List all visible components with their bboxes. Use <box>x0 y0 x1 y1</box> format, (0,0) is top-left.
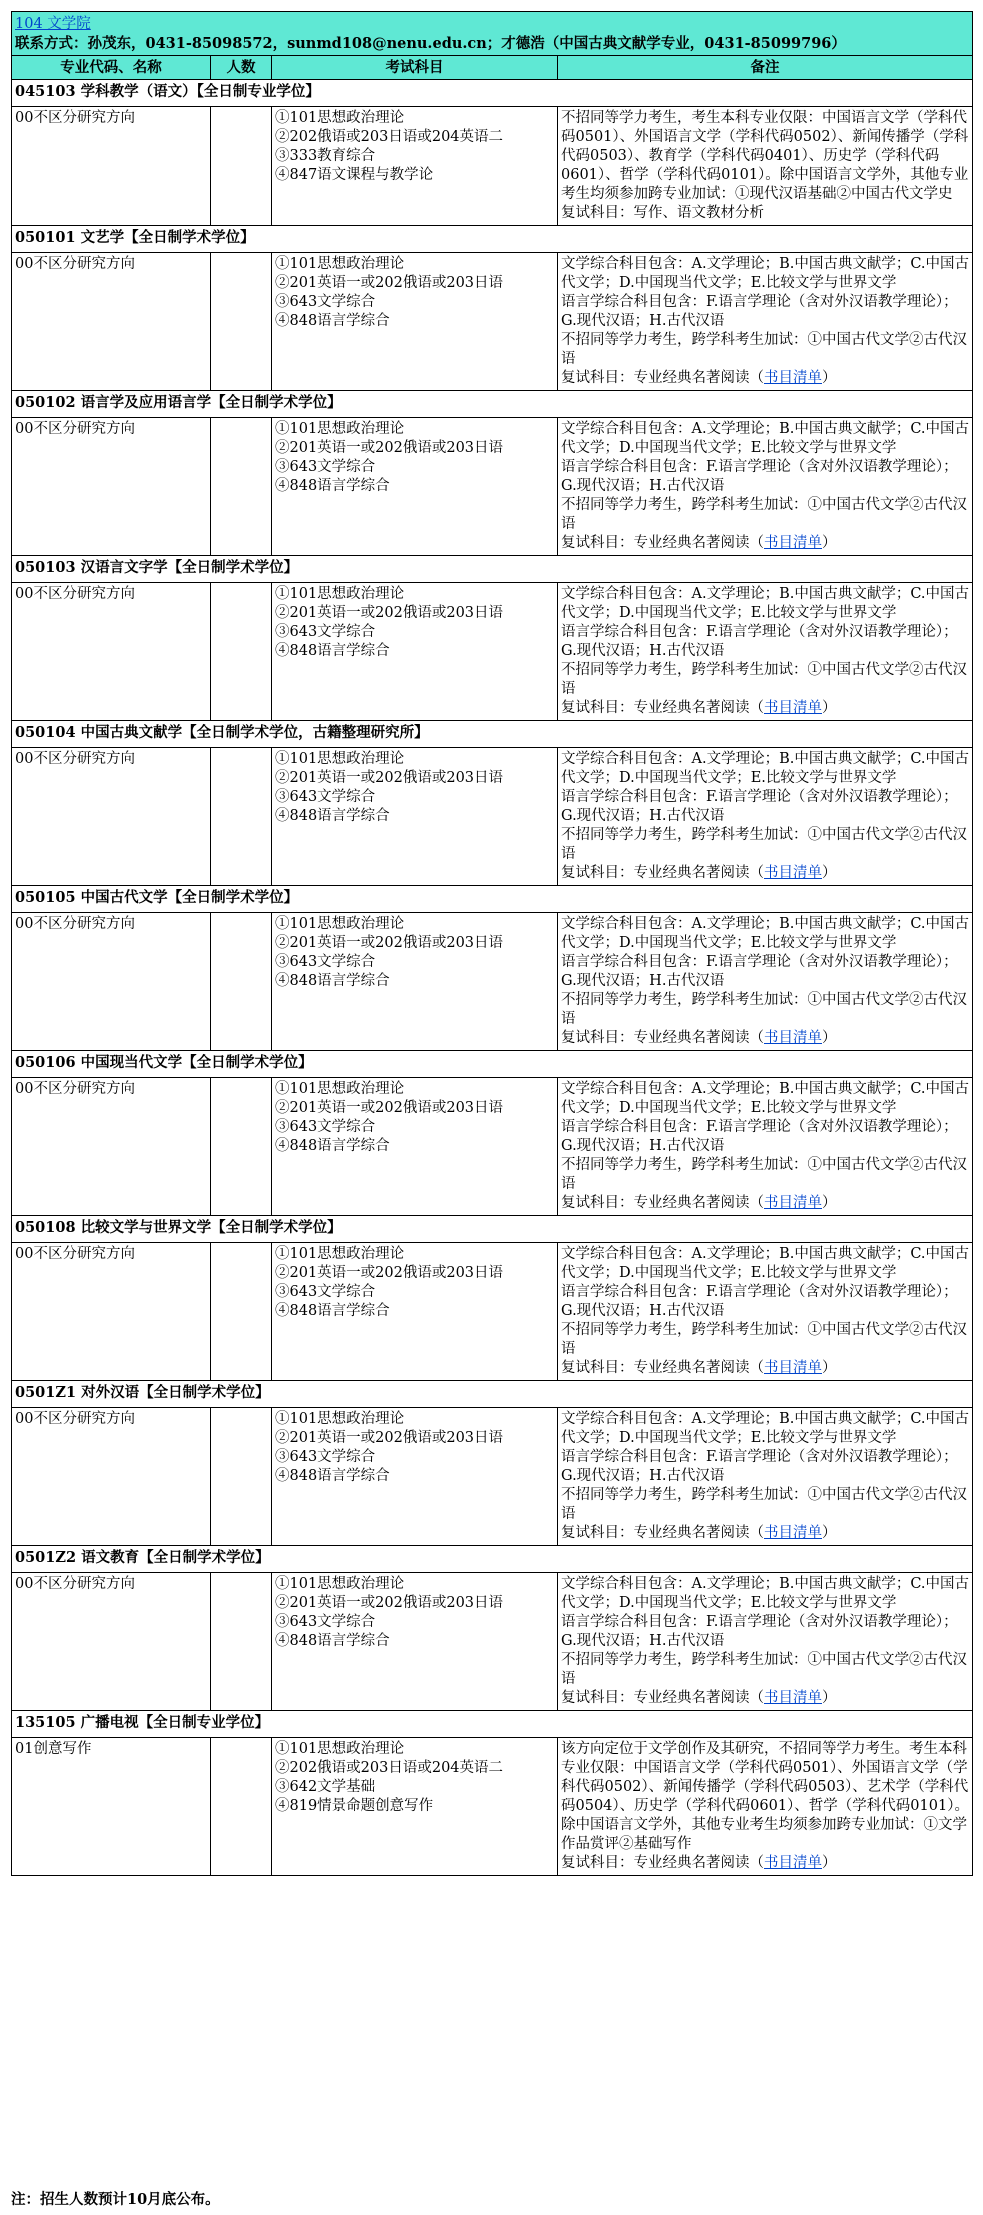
major-detail-row <box>12 253 973 391</box>
research-direction: 00不区分研究方向 <box>12 1573 211 1711</box>
enrollment-count <box>211 418 272 556</box>
enrollment-count <box>211 913 272 1051</box>
exam-subject: ④848语言学综合 <box>275 973 390 989</box>
remark-line: 语言学综合科目包含：F.语言学理论（含对外汉语教学理论）；G.现代汉语；H.古代汉语 <box>561 1284 958 1319</box>
major-detail-row <box>12 583 973 721</box>
major-detail-row <box>12 1078 973 1216</box>
major-title-row <box>12 391 973 418</box>
exam-subject: ③643文学综合 <box>275 1119 376 1135</box>
enrollment-count <box>211 748 272 886</box>
college-header <box>12 12 973 56</box>
remark-line: 语言学综合科目包含：F.语言学理论（含对外汉语教学理论）；G.现代汉语；H.古代汉语 <box>561 789 958 824</box>
exam-subject: ②202俄语或203日语或204英语二 <box>275 129 504 145</box>
remark-line: 语言学综合科目包含：F.语言学理论（含对外汉语教学理论）；G.现代汉语；H.古代汉语 <box>561 294 958 329</box>
retest-line <box>561 369 969 388</box>
exam-subject: ③642文学基础 <box>275 1779 376 1795</box>
exam-subject: ④848语言学综合 <box>275 1468 390 1484</box>
remark-line: 语言学综合科目包含：F.语言学理论（含对外汉语教学理论）；G.现代汉语；H.古代汉语 <box>561 1119 958 1154</box>
major-title-row <box>12 80 973 107</box>
exam-subject: ③643文学综合 <box>275 1614 376 1630</box>
contact-info: 联系方式：孙茂东，0431-85098572，sunmd108@nenu.edu.cn；才德浩（中国古典文献学专业，0431-85099796） <box>15 35 846 52</box>
enrollment-count <box>211 583 272 721</box>
book-list-link[interactable]: 书目清单 <box>764 1030 822 1046</box>
exam-subjects <box>272 1408 558 1546</box>
exam-subjects <box>272 1078 558 1216</box>
research-direction: 00不区分研究方向 <box>12 583 211 721</box>
retest-close-paren: ） <box>822 1030 837 1046</box>
remarks <box>558 1408 973 1546</box>
major-detail-row <box>12 1243 973 1381</box>
retest-close-paren: ） <box>822 1855 837 1871</box>
major-detail-row <box>12 418 973 556</box>
retest-text: 复试科目：专业经典名著阅读（ <box>561 1855 764 1871</box>
exam-subjects <box>272 1738 558 1876</box>
research-direction: 00不区分研究方向 <box>12 1078 211 1216</box>
exam-subject: ④848语言学综合 <box>275 643 390 659</box>
remark-line: 文学综合科目包含：A.文学理论；B.中国古典文献学；C.中国古代文学；D.中国现当代文学；E.比较文学与世界文学 <box>561 1576 970 1611</box>
major-title-row <box>12 721 973 748</box>
retest-line <box>561 1689 969 1708</box>
admissions-table <box>11 11 973 1876</box>
major-detail-row <box>12 913 973 1051</box>
exam-subject: ③333教育综合 <box>275 148 376 164</box>
book-list-link[interactable]: 书目清单 <box>764 700 822 716</box>
retest-line <box>561 1524 969 1543</box>
exam-subjects <box>272 913 558 1051</box>
retest-line <box>561 534 969 553</box>
remarks <box>558 253 973 391</box>
major-title: 0501Z2 语文教育【全日制学术学位】 <box>12 1546 973 1573</box>
exam-subjects <box>272 418 558 556</box>
retest-text: 复试科目：专业经典名著阅读（ <box>561 370 764 386</box>
major-detail-row <box>12 107 973 226</box>
retest-text: 复试科目：专业经典名著阅读（ <box>561 535 764 551</box>
remark-line: 不招同等学力考生，跨学科考生加试：①中国古代文学②古代汉语 <box>561 1157 967 1192</box>
exam-subject: ③643文学综合 <box>275 1449 376 1465</box>
remark-line: 文学综合科目包含：A.文学理论；B.中国古典文献学；C.中国古代文学；D.中国现当代文学；E.比较文学与世界文学 <box>561 586 970 621</box>
exam-subject: ①101思想政治理论 <box>275 1246 405 1262</box>
exam-subject: ①101思想政治理论 <box>275 1576 405 1592</box>
exam-subject: ④848语言学综合 <box>275 313 390 329</box>
retest-text: 复试科目：专业经典名著阅读（ <box>561 1030 764 1046</box>
major-title-row <box>12 226 973 253</box>
research-direction: 00不区分研究方向 <box>12 748 211 886</box>
major-title: 050103 汉语言文字学【全日制学术学位】 <box>12 556 973 583</box>
remarks <box>558 418 973 556</box>
remark-line: 不招同等学力考生，跨学科考生加试：①中国古代文学②古代汉语 <box>561 1652 967 1687</box>
retest-close-paren: ） <box>822 865 837 881</box>
major-detail-row <box>12 1408 973 1546</box>
retest-text: 复试科目：专业经典名著阅读（ <box>561 1690 764 1706</box>
exam-subject: ④848语言学综合 <box>275 808 390 824</box>
major-title-row <box>12 886 973 913</box>
major-title: 0501Z1 对外汉语【全日制学术学位】 <box>12 1381 973 1408</box>
retest-text: 复试科目：专业经典名著阅读（ <box>561 865 764 881</box>
retest-line <box>561 864 969 883</box>
exam-subjects <box>272 253 558 391</box>
enrollment-count <box>211 1243 272 1381</box>
exam-subject: ①101思想政治理论 <box>275 916 405 932</box>
exam-subject: ③643文学综合 <box>275 954 376 970</box>
remark-line: 语言学综合科目包含：F.语言学理论（含对外汉语教学理论）；G.现代汉语；H.古代汉语 <box>561 954 958 989</box>
book-list-link[interactable]: 书目清单 <box>764 1690 822 1706</box>
footnote: 注：招生人数预计10月底公布。 <box>11 2191 220 2208</box>
remark-line: 文学综合科目包含：A.文学理论；B.中国古典文献学；C.中国古代文学；D.中国现当代文学；E.比较文学与世界文学 <box>561 1081 970 1116</box>
major-title: 050106 中国现当代文学【全日制学术学位】 <box>12 1051 973 1078</box>
remark-line: 该方向定位于文学创作及其研究，不招同等学力考生。考生本科专业仅限：中国语言文学（学科代码0501）、外国语言文学（学科代码0502）、新闻传播学（学科代码0503）、艺术学（学科代码0504）、历史学（学科代码0601）、哲学（学科代码0101）。除中国语言文学外，其他专业考生均须参加跨专业加试：①文学作品赏评②基础写作 <box>561 1741 969 1852</box>
retest-text: 复试科目：专业经典名著阅读（ <box>561 1195 764 1211</box>
enrollment-count <box>211 1573 272 1711</box>
remark-line: 语言学综合科目包含：F.语言学理论（含对外汉语教学理论）；G.现代汉语；H.古代汉语 <box>561 624 958 659</box>
retest-line <box>561 1854 969 1873</box>
exam-subject: ③643文学综合 <box>275 624 376 640</box>
exam-subject: ④848语言学综合 <box>275 1633 390 1649</box>
remarks <box>558 583 973 721</box>
column-header-count: 人数 <box>211 56 272 80</box>
exam-subject: ④848语言学综合 <box>275 478 390 494</box>
retest-close-paren: ） <box>822 1690 837 1706</box>
enrollment-count <box>211 107 272 226</box>
research-direction: 00不区分研究方向 <box>12 107 211 226</box>
remarks <box>558 107 973 226</box>
research-direction: 01创意写作 <box>12 1738 211 1876</box>
remark-line: 文学综合科目包含：A.文学理论；B.中国古典文献学；C.中国古代文学；D.中国现当代文学；E.比较文学与世界文学 <box>561 1246 970 1281</box>
remarks <box>558 1243 973 1381</box>
remark-line: 不招同等学力考生，跨学科考生加试：①中国古代文学②古代汉语 <box>561 662 967 697</box>
major-title: 050108 比较文学与世界文学【全日制学术学位】 <box>12 1216 973 1243</box>
exam-subject: ①101思想政治理论 <box>275 256 405 272</box>
remark-line: 不招同等学力考生，跨学科考生加试：①中国古代文学②古代汉语 <box>561 1322 967 1357</box>
exam-subjects <box>272 1243 558 1381</box>
retest-close-paren: ） <box>822 1525 837 1541</box>
exam-subject: ①101思想政治理论 <box>275 1081 405 1097</box>
research-direction: 00不区分研究方向 <box>12 913 211 1051</box>
enrollment-count <box>211 1738 272 1876</box>
exam-subject: ②201英语一或202俄语或203日语 <box>275 440 504 456</box>
major-detail-row <box>12 1573 973 1711</box>
exam-subject: ①101思想政治理论 <box>275 1411 405 1427</box>
remark-line: 语言学综合科目包含：F.语言学理论（含对外汉语教学理论）；G.现代汉语；H.古代汉语 <box>561 1449 958 1484</box>
remarks <box>558 1573 973 1711</box>
enrollment-count <box>211 1078 272 1216</box>
exam-subject: ②201英语一或202俄语或203日语 <box>275 605 504 621</box>
research-direction: 00不区分研究方向 <box>12 1408 211 1546</box>
exam-subject: ①101思想政治理论 <box>275 421 405 437</box>
exam-subject: ③643文学综合 <box>275 1284 376 1300</box>
major-title-row <box>12 1381 973 1408</box>
major-title-row <box>12 1051 973 1078</box>
remark-line: 不招同等学力考生，跨学科考生加试：①中国古代文学②古代汉语 <box>561 827 967 862</box>
exam-subject: ③643文学综合 <box>275 294 376 310</box>
retest-close-paren: ） <box>822 535 837 551</box>
remark-line: 语言学综合科目包含：F.语言学理论（含对外汉语教学理论）；G.现代汉语；H.古代汉语 <box>561 459 958 494</box>
college-header-row <box>12 12 973 56</box>
book-list-link[interactable]: 书目清单 <box>764 1525 822 1541</box>
retest-text: 复试科目：专业经典名著阅读（ <box>561 1360 764 1376</box>
exam-subject: ②201英语一或202俄语或203日语 <box>275 1595 504 1611</box>
book-list-link[interactable]: 书目清单 <box>764 865 822 881</box>
major-title: 050102 语言学及应用语言学【全日制学术学位】 <box>12 391 973 418</box>
exam-subject: ②201英语一或202俄语或203日语 <box>275 1100 504 1116</box>
retest-line <box>561 1029 969 1048</box>
major-detail-row <box>12 1738 973 1876</box>
column-header-row <box>12 56 973 80</box>
exam-subject: ④847语文课程与教学论 <box>275 167 434 183</box>
major-title-row <box>12 556 973 583</box>
retest-close-paren: ） <box>822 1195 837 1211</box>
retest-text: 复试科目：专业经典名著阅读（ <box>561 700 764 716</box>
column-header-remarks: 备注 <box>558 56 973 80</box>
book-list-link[interactable]: 书目清单 <box>764 370 822 386</box>
exam-subject: ①101思想政治理论 <box>275 1741 405 1757</box>
exam-subjects <box>272 1573 558 1711</box>
remarks <box>558 1738 973 1876</box>
exam-subject: ③643文学综合 <box>275 789 376 805</box>
exam-subject: ②201英语一或202俄语或203日语 <box>275 935 504 951</box>
exam-subjects <box>272 748 558 886</box>
book-list-link[interactable]: 书目清单 <box>764 1855 822 1871</box>
retest-close-paren: ） <box>822 700 837 716</box>
remark-line: 文学综合科目包含：A.文学理论；B.中国古典文献学；C.中国古代文学；D.中国现当代文学；E.比较文学与世界文学 <box>561 1411 970 1446</box>
remark-line: 文学综合科目包含：A.文学理论；B.中国古典文献学；C.中国古代文学；D.中国现当代文学；E.比较文学与世界文学 <box>561 751 970 786</box>
major-title-row <box>12 1546 973 1573</box>
exam-subject: ④848语言学综合 <box>275 1138 390 1154</box>
retest-line <box>561 699 969 718</box>
exam-subject: ②201英语一或202俄语或203日语 <box>275 275 504 291</box>
major-title: 050105 中国古代文学【全日制学术学位】 <box>12 886 973 913</box>
exam-subject: ①101思想政治理论 <box>275 751 405 767</box>
book-list-link[interactable]: 书目清单 <box>764 1360 822 1376</box>
major-title: 135105 广播电视【全日制专业学位】 <box>12 1711 973 1738</box>
research-direction: 00不区分研究方向 <box>12 253 211 391</box>
exam-subject: ④819情景命题创意写作 <box>275 1798 434 1814</box>
remark-line: 语言学综合科目包含：F.语言学理论（含对外汉语教学理论）；G.现代汉语；H.古代汉语 <box>561 1614 958 1649</box>
exam-subject: ①101思想政治理论 <box>275 110 405 126</box>
exam-subject: ②201英语一或202俄语或203日语 <box>275 1430 504 1446</box>
remark-line: 不招同等学力考生，跨学科考生加试：①中国古代文学②古代汉语 <box>561 332 967 367</box>
exam-subject: ②201英语一或202俄语或203日语 <box>275 770 504 786</box>
column-header-major: 专业代码、名称 <box>12 56 211 80</box>
remark-line: 不招同等学力考生，跨学科考生加试：①中国古代文学②古代汉语 <box>561 497 967 532</box>
retest-close-paren: ） <box>822 1360 837 1376</box>
enrollment-count <box>211 253 272 391</box>
remark-line: 复试科目：写作、语文教材分析 <box>561 205 764 221</box>
college-link[interactable]: 104 文学院 <box>15 16 91 32</box>
column-header-exams: 考试科目 <box>272 56 558 80</box>
exam-subject: ③643文学综合 <box>275 459 376 475</box>
retest-line <box>561 1359 969 1378</box>
research-direction: 00不区分研究方向 <box>12 418 211 556</box>
remarks <box>558 913 973 1051</box>
book-list-link[interactable]: 书目清单 <box>764 1195 822 1211</box>
major-detail-row <box>12 748 973 886</box>
exam-subject: ②202俄语或203日语或204英语二 <box>275 1760 504 1776</box>
remark-line: 不招同等学力考生，跨学科考生加试：①中国古代文学②古代汉语 <box>561 1487 967 1522</box>
exam-subject: ④848语言学综合 <box>275 1303 390 1319</box>
exam-subject: ①101思想政治理论 <box>275 586 405 602</box>
major-title: 050104 中国古典文献学【全日制学术学位，古籍整理研究所】 <box>12 721 973 748</box>
remarks <box>558 748 973 886</box>
retest-text: 复试科目：专业经典名著阅读（ <box>561 1525 764 1541</box>
remark-line: 文学综合科目包含：A.文学理论；B.中国古典文献学；C.中国古代文学；D.中国现当代文学；E.比较文学与世界文学 <box>561 421 970 456</box>
major-title-row <box>12 1216 973 1243</box>
admissions-table-container <box>11 11 972 1876</box>
major-title: 050101 文艺学【全日制学术学位】 <box>12 226 973 253</box>
retest-line <box>561 1194 969 1213</box>
exam-subject: ②201英语一或202俄语或203日语 <box>275 1265 504 1281</box>
remark-line: 不招同等学力考生，考生本科专业仅限：中国语言文学（学科代码0501）、外国语言文学（学科代码0502）、新闻传播学（学科代码0503）、教育学（学科代码0401）、历史学（学科代码0601）、哲学（学科代码0101）。除中国语言文学外，其他专业考生均须参加跨专业加试：①现代汉语基础②中国古代文学史 <box>561 110 969 202</box>
enrollment-count <box>211 1408 272 1546</box>
exam-subjects <box>272 107 558 226</box>
major-title-row <box>12 1711 973 1738</box>
remarks <box>558 1078 973 1216</box>
remark-line: 文学综合科目包含：A.文学理论；B.中国古典文献学；C.中国古代文学；D.中国现当代文学；E.比较文学与世界文学 <box>561 256 970 291</box>
research-direction: 00不区分研究方向 <box>12 1243 211 1381</box>
retest-close-paren: ） <box>822 370 837 386</box>
book-list-link[interactable]: 书目清单 <box>764 535 822 551</box>
major-title: 045103 学科教学（语文）【全日制专业学位】 <box>12 80 973 107</box>
remark-line: 文学综合科目包含：A.文学理论；B.中国古典文献学；C.中国古代文学；D.中国现当代文学；E.比较文学与世界文学 <box>561 916 970 951</box>
exam-subjects <box>272 583 558 721</box>
remark-line: 不招同等学力考生，跨学科考生加试：①中国古代文学②古代汉语 <box>561 992 967 1027</box>
